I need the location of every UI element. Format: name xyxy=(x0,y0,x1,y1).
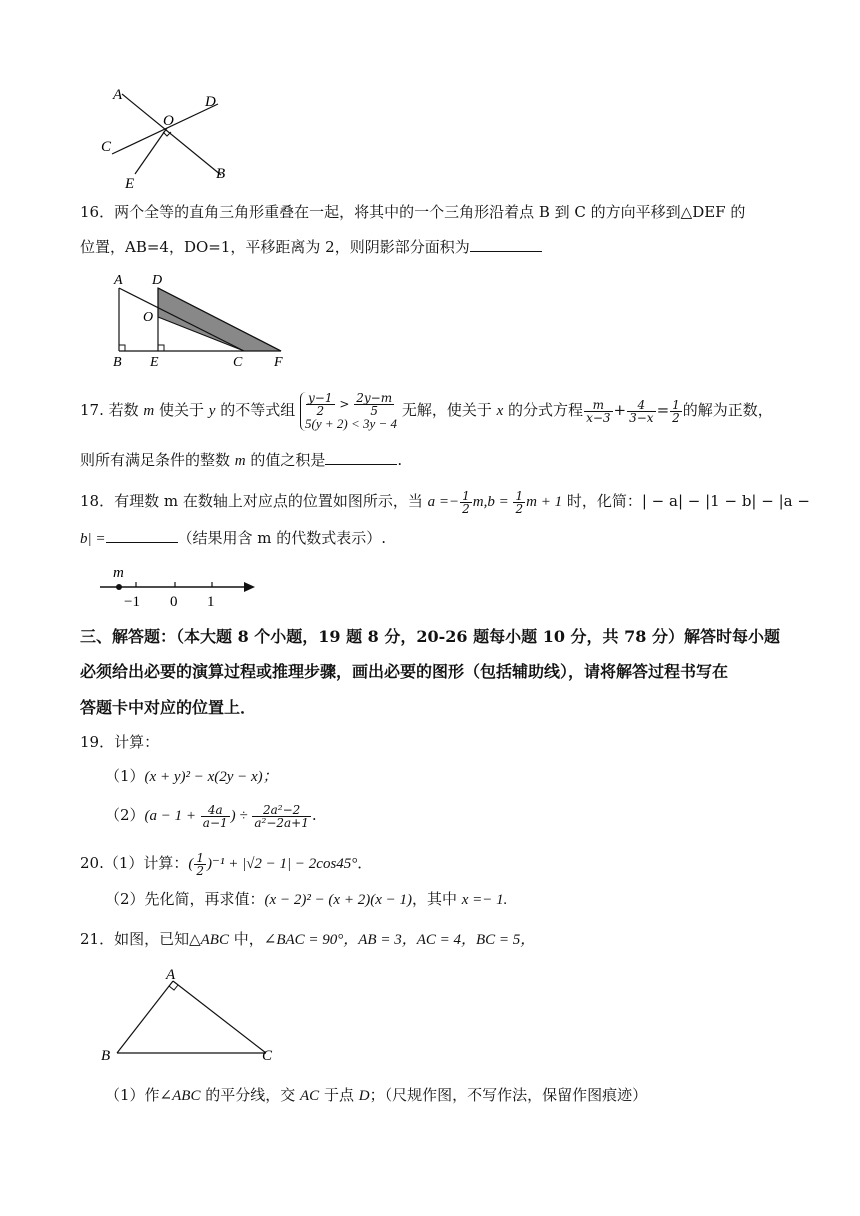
label-E: E xyxy=(150,355,159,370)
q16-line2 xyxy=(80,237,542,257)
answer-blank-16 xyxy=(470,237,542,252)
section3-line2: 必须给出必要的演算过程或推理步骤，画出必要的图形（包括辅助线），请将解答过程书写在 xyxy=(80,662,729,681)
label-F: F xyxy=(274,355,283,370)
answer-blank-18 xyxy=(106,528,178,543)
label-C: C xyxy=(233,355,243,370)
label-A: A xyxy=(166,967,176,983)
tick-neg1: −1 xyxy=(124,594,140,610)
label-A: A xyxy=(113,87,123,103)
q21-part1: （1）作∠ABC 的平分线，交 AC 于点 D；（尺规作图，不写作法，保留作图痕迹） xyxy=(105,1086,648,1104)
q19-part1: （1）(x + y)² − x(2y − x)； xyxy=(105,767,278,785)
tick-0: 0 xyxy=(170,594,178,610)
q19-title: 19．计算： xyxy=(80,733,160,751)
q19-part2: （2）(a − 1 + $\frac{4a}{a-1}$ ) ÷ $\frac{\text{2a²−2}}{\text{a²−2a+1}}$ . xyxy=(105,802,317,830)
label-C: C xyxy=(101,139,112,155)
label-D: D xyxy=(152,273,163,288)
q18-line1: 18．有理数 m 在数轴上对应点的位置如图所示，当 a =− $\frac{1}{2}$ m,b = $\frac{1}{2}$ m + 1 时，化简：| − a| − |1 − b| − |a − xyxy=(80,488,810,516)
inequality-system: $\frac{y-1}{2}$ > $\frac{2y-m}{5}$ 5(y + 2) < 3y − 4 xyxy=(300,392,397,431)
figure-right-triangle-abc xyxy=(98,962,288,1067)
section3-line1: 三、解答题：（本大题 8 个小题，19 题 8 分，20-26 题每小题 10 分，共 78 分）解答时每小题 xyxy=(80,627,780,646)
q17-line2: 则所有满足条件的整数 m 的值之积是 . xyxy=(80,451,403,469)
label-O: O xyxy=(143,310,154,325)
q16-line1: 16．两个全等的直角三角形重叠在一起，将其中的一个三角形沿着点 B 到 C 的方向平移到△DEF 的 xyxy=(80,203,746,221)
tick-1: 1 xyxy=(207,594,215,610)
point-m: m xyxy=(113,565,124,581)
label-B: B xyxy=(216,166,226,182)
answer-blank-17 xyxy=(325,450,397,465)
q17-line1: 17. 若数 m 使关于 y 的不等式组 $\frac{y-1}{2}$ > $\frac{2y-m}{5}$ 5(y + 2) < 3y − 4 无解，使关于 x 的分式方程 $\frac{m}{x-3}$ + $\frac{4}{3-x}$ = $\frac{1}{2}$ 的解为正数， xyxy=(80,390,773,431)
label-O: O xyxy=(163,113,174,129)
q20-part2: （2）先化简，再求值：(x − 2)² − (x + 2)(x − 1)，其中 x =− 1. xyxy=(105,890,508,908)
label-D: D xyxy=(205,94,216,110)
section3-line3: 答题卡中对应的位置上． xyxy=(80,698,257,717)
q21-line1: 21．如图，已知△ABC 中，∠BAC = 90°，AB = 3，AC = 4，BC = 5， xyxy=(80,930,536,948)
q20-part1: 20.（1）计算：( $\frac{1}{2}$ )⁻¹ + |√2 − 1| − 2cos45°． xyxy=(80,850,373,878)
label-B: B xyxy=(101,1048,111,1064)
label-C: C xyxy=(262,1048,273,1064)
label-E: E xyxy=(125,176,135,192)
figure-triangles-translation xyxy=(105,270,295,370)
q16-line2-text: 位置，AB=4，DO=1，平移距离为 2，则阴影部分面积为 xyxy=(80,238,470,256)
label-A: A xyxy=(114,273,123,288)
figure-intersecting-lines xyxy=(95,82,245,192)
q18-line2: b| = （结果用含 m 的代数式表示）. xyxy=(80,529,387,547)
number-line xyxy=(98,562,263,612)
label-B: B xyxy=(113,355,122,370)
